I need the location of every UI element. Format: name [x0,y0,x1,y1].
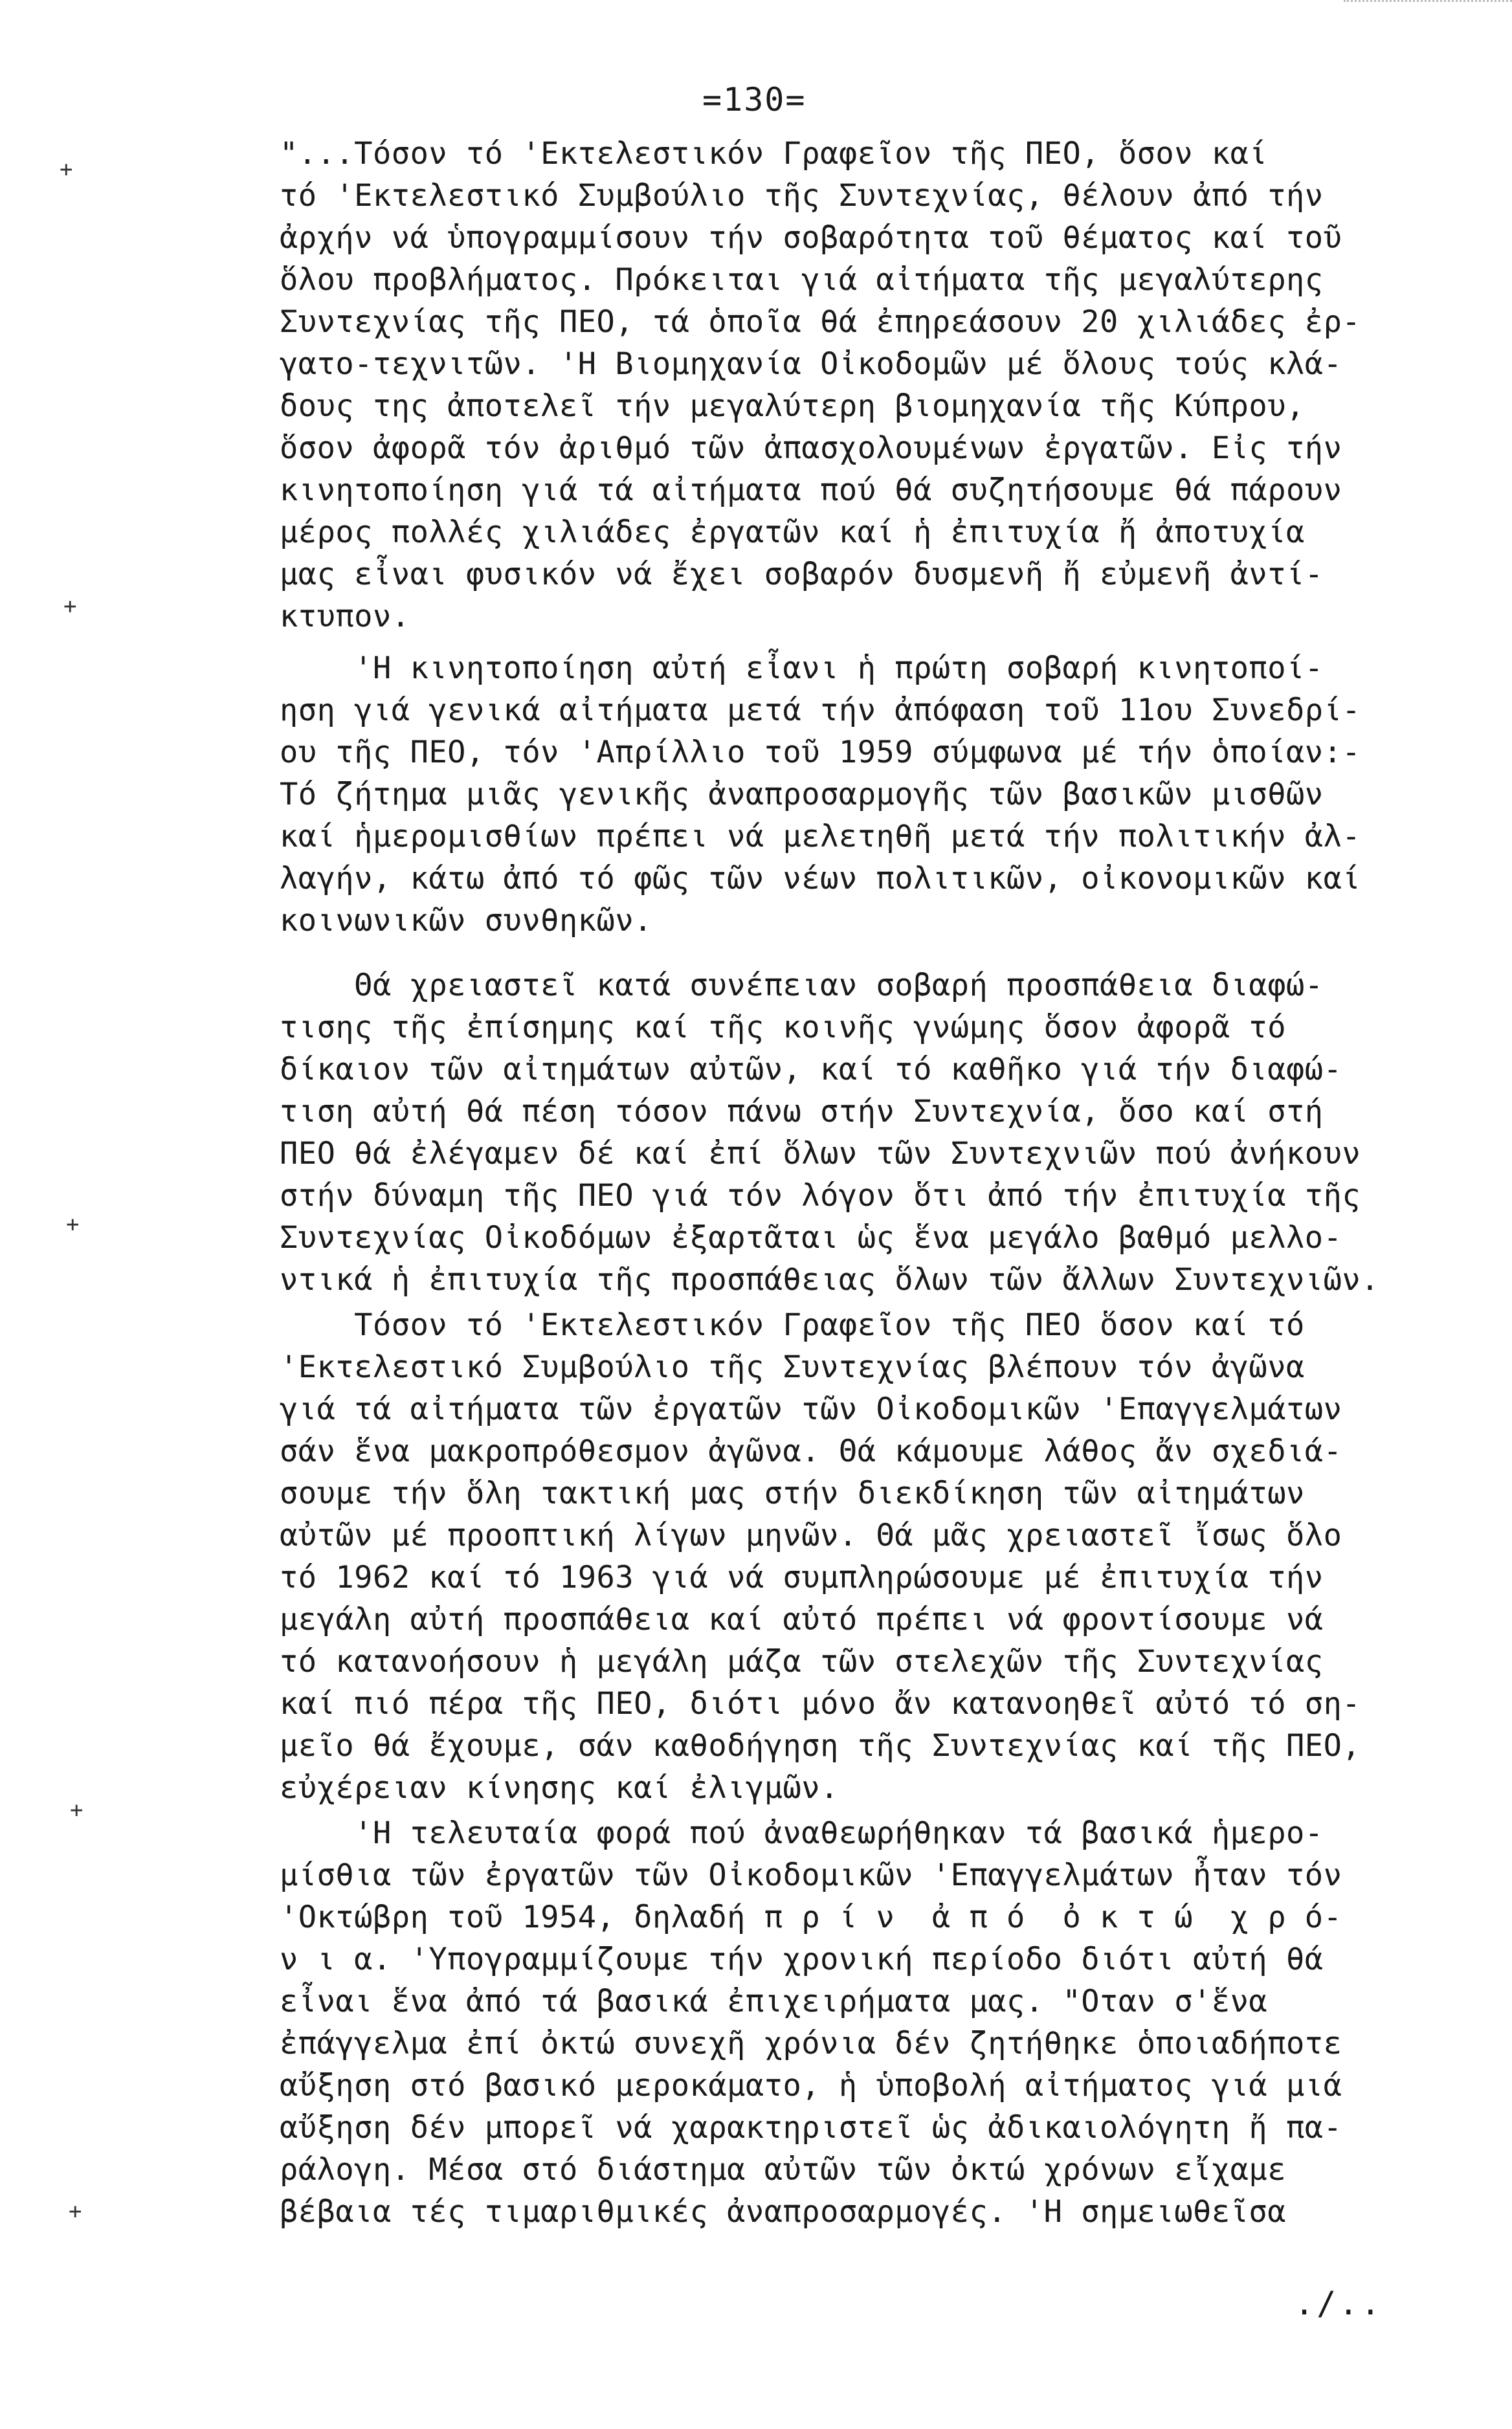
margin-mark: + [70,1797,83,1823]
paragraph-4: Τόσον τό 'Εκτελεστικόν Γραφεῖον τῆς ΠΕΟ ὅσον καί τό 'Εκτελεστικό Συμβούλιο τῆς Συντεχνίας βλέπουν τόν ἀγῶνα γιά τά αἰτήματα τῶν ἐργατῶν τῶν Οἰκοδομικῶν 'Επαγγελμάτων σάν ἕνα μακροπρόθεσμον ἀγῶνα. Θά κάμουμε λάθος ἄν σχεδιά- σουμε τήν ὅλη τακτική μας στήν διεκδίκηση τῶν αἰτημάτων αὐτῶν μέ προοπτική λίγων μηνῶν. Θά μᾶς χρειαστεῖ ἴσως ὅλο τό 1962 καί τό 1963 γιά νά συμπληρώσουμε μέ ἐπιτυχία τήν μεγάλη αὐτή προσπάθεια καί αὐτό πρέπει νά φροντίσουμε νά τό κατανοήσουν ἡ μεγάλη μάζα τῶν στελεχῶν τῆς Συντεχνίας καί πιό πέρα τῆς ΠΕΟ, διότι μόνο ἄν κατανοηθεῖ αὐτό τό ση- μεῖο θά ἔχουμε, σάν καθοδήγηση τῆς Συντεχνίας καί τῆς ΠΕΟ, εὐχέρειαν κίνησης καί ἐλιγμῶν. [280,1307,1361,1806]
continuation-mark: ./.. [1295,2285,1383,2322]
paragraph-1: "...Τόσον τό 'Εκτελεστικόν Γραφεῖον τῆς ΠΕΟ, ὅσον καί τό 'Εκτελεστικό Συμβούλιο τῆς Συντεχνίας, θέλουν ἀπό τήν ἀρχήν νά ὑπογραμμίσουν τήν σοβαρότητα τοῦ θέματος καί τοῦ ὅλου προβλήματος. Πρόκειται γιά αἰτήματα τῆς μεγαλύτερης Συντεχνίας τῆς ΠΕΟ, τά ὁποῖα θά ἐπηρεάσουν 20 χιλιάδες ἐρ- γατο-τεχνιτῶν. 'Η Βιομηχανία Οἰκοδομῶν μέ ὅλους τούς κλά- δους της ἀποτελεῖ τήν μεγαλύτερη βιομηχανία τῆς Κύπρου, ὅσον ἀφορᾶ τόν ἀριθμό τῶν ἀπασχολουμένων ἐργατῶν. Εἰς τήν κινητοποίηση γιά τά αἰτήματα πού θά συζητήσουμε θά πάρουν μέρος πολλές χιλιάδες ἐργατῶν καί ἡ ἐπιτυχία ἤ ἀποτυχία μας εἶναι φυσικόν νά ἔχει σοβαρόν δυσμενῆ ἤ εὐμενῆ ἀντί- κτυπον. [280,136,1361,634]
paragraph-2: 'Η κινητοποίηση αὐτή εἶανι ἡ πρώτη σοβαρή κινητοποί- ηση γιά γενικά αἰτήματα μετά τήν ἀπόφαση τοῦ 11ου Συνεδρί- ου τῆς ΠΕΟ, τόν 'Απρίλλιο τοῦ 1959 σύμφωνα μέ τήν ὁποίαν:- Τό ζήτημα μιᾶς γενικῆς ἀναπροσαρμογῆς τῶν βασικῶν μισθῶν καί ἡμερομισθίων πρέπει νά μελετηθῆ μετά τήν πολιτικήν ἀλ- λαγήν, κάτω ἀπό τό φῶς τῶν νέων πολιτικῶν, οἰκονομικῶν καί κοινωνικῶν συνθηκῶν. [280,650,1361,938]
margin-mark: + [60,157,73,183]
paragraph-5: 'Η τελευταία φορά πού ἀναθεωρήθηκαν τά βασικά ἡμερο- μίσθια τῶν ἐργατῶν τῶν Οἰκοδομικῶν 'Επαγγελμάτων ἦταν τόν 'Οκτώβρη τοῦ 1954, δηλαδή π ρ ί ν ἀ π ό ὀ κ τ ώ χ ρ ό- ν ι α. 'Υπογραμμίζουμε τήν χρονική περίοδο διότι αὐτή θά εἶναι ἕνα ἀπό τά βασικά ἐπιχειρήματα μας. "Οταν σ'ἕνα ἐπάγγελμα ἐπί ὀκτώ συνεχῆ χρόνια δέν ζητήθηκε ὁποιαδήποτε αὔξηση στό βασικό μεροκάματο, ἡ ὑποβολή αἰτήματος γιά μιά αὔξηση δέν μπορεῖ νά χαρακτηριστεῖ ὡς ἀδικαιολόγητη ἤ πα- ράλογη. Μέσα στό διάστημα αὐτῶν τῶν ὀκτώ χρόνων εἴχαμε βέβαια τές τιμαριθμικές ἀναπροσαρμογές. 'Η σημειωθεῖσα [280,1815,1342,2230]
page-corner-artifact [1344,0,1512,11]
margin-mark: + [66,1212,80,1237]
margin-mark: + [69,2199,82,2224]
paragraph-3: Θά χρειαστεῖ κατά συνέπειαν σοβαρή προσπάθεια διαφώ- τισης τῆς ἐπίσημης καί τῆς κοινῆς γνώμης ὅσον ἀφορᾶ τό δίκαιον τῶν αἰτημάτων αὐτῶν, καί τό καθῆκο γιά τήν διαφώ- τιση αὐτή θά πέση τόσον πάνω στήν Συντεχνία, ὅσο καί στή ΠΕΟ θά ἐλέγαμεν δέ καί ἐπί ὅλων τῶν Συντεχνιῶν πού ἀνήκουν στήν δύναμη τῆς ΠΕΟ γιά τόν λόγον ὅτι ἀπό τήν ἐπιτυχία τῆς Συντεχνίας Οἰκοδόμων ἐξαρτᾶται ὡς ἕνα μεγάλο βαθμό μελλο- ντικά ἡ ἐπιτυχία τῆς προσπάθειας ὅλων τῶν ἄλλων Συντεχνιῶν. [280,968,1379,1298]
margin-mark: + [63,593,77,619]
page-number: =130= [702,81,806,118]
